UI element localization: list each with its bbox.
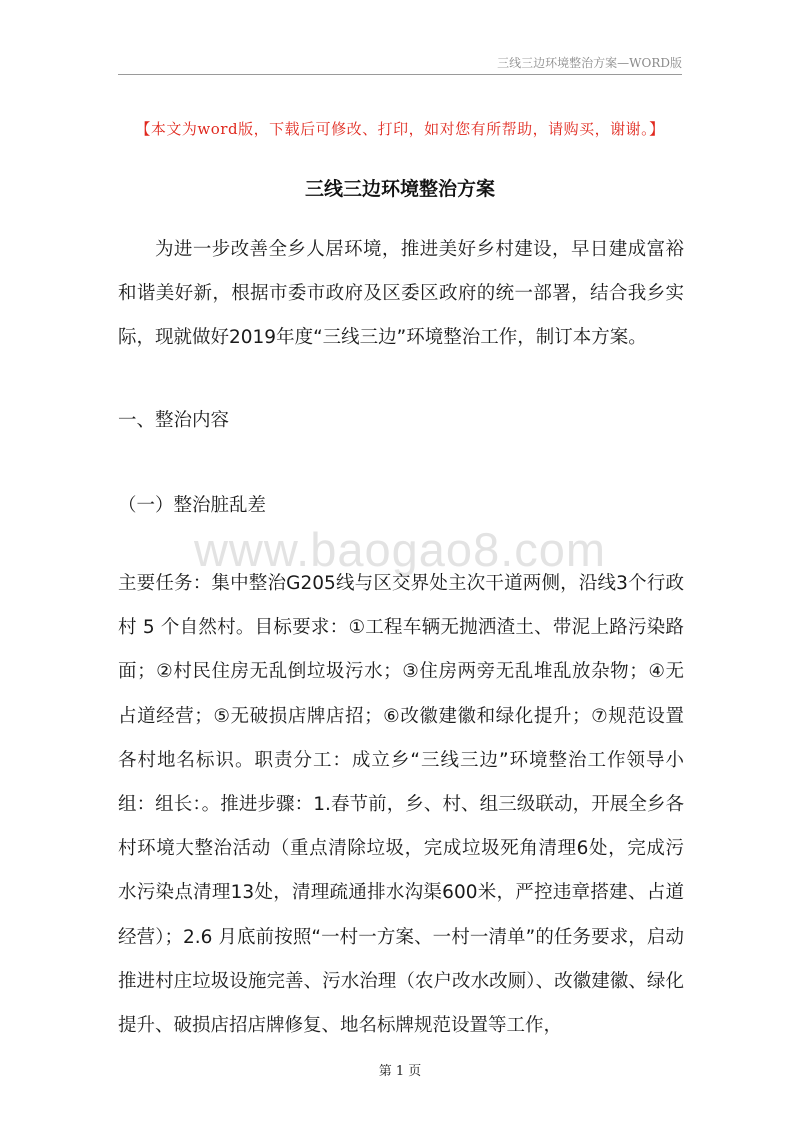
section-heading: 一、整治内容: [118, 410, 230, 431]
subsection-heading: （一）整治脏乱差: [118, 495, 267, 516]
page-number: 第 1 页: [378, 1064, 422, 1079]
intro-paragraph: 为进一步改善全乡人居环境，推进美好乡村建设，早日建成富裕和谐美好新，根据市委市政府及区委区政府的统一部署，结合我乡实际，现就做好2019年度“三线三边”环境整治工作，制订本方案。: [118, 239, 684, 349]
purchase-notice: 【本文为word版，下载后可修改、打印，如对您有所帮助，请购买，谢谢。】: [135, 120, 665, 138]
header-divider: [118, 74, 682, 75]
document-title: 三线三边环境整治方案: [304, 178, 495, 200]
watermark: www.baogao8.com: [193, 523, 607, 576]
running-header: 三线三边环境整治方案—WORD版: [497, 56, 682, 70]
body-paragraph: 主要任务：集中整治G205线与区交界处主次干道两侧，沿线3个行政村 5 个自然村。目标要求：①工程车辆无抛洒渣土、带泥上路污染路面；②村民住房无乱倒垃圾污水；③住房两旁无乱堆乱放杂物；④无占道经营；⑤无破损店牌店招；⑥改徽建徽和绿化提升；⑦规范设置各村地名标识。职责分工：成立乡“三线三边”环境整治工作领导小组：组长：。推进步骤：1.春节前，乡、村、组三级联动，开展全乡各村环境大整治活动（重点清除垃圾，完成垃圾死角清理6处，完成污水污染点清理13处，清理疏通排水沟渠600米，严控违章搭建、占道经营）；2.6 月底前按照“一村一方案、一村一清单”的任务要求，启动推进村庄垃圾设施完善、污水治理（农户改水改厕）、改徽建徽、绿化提升、破损店招店牌修复、地名标牌规范设置等工作，: [118, 573, 684, 1037]
